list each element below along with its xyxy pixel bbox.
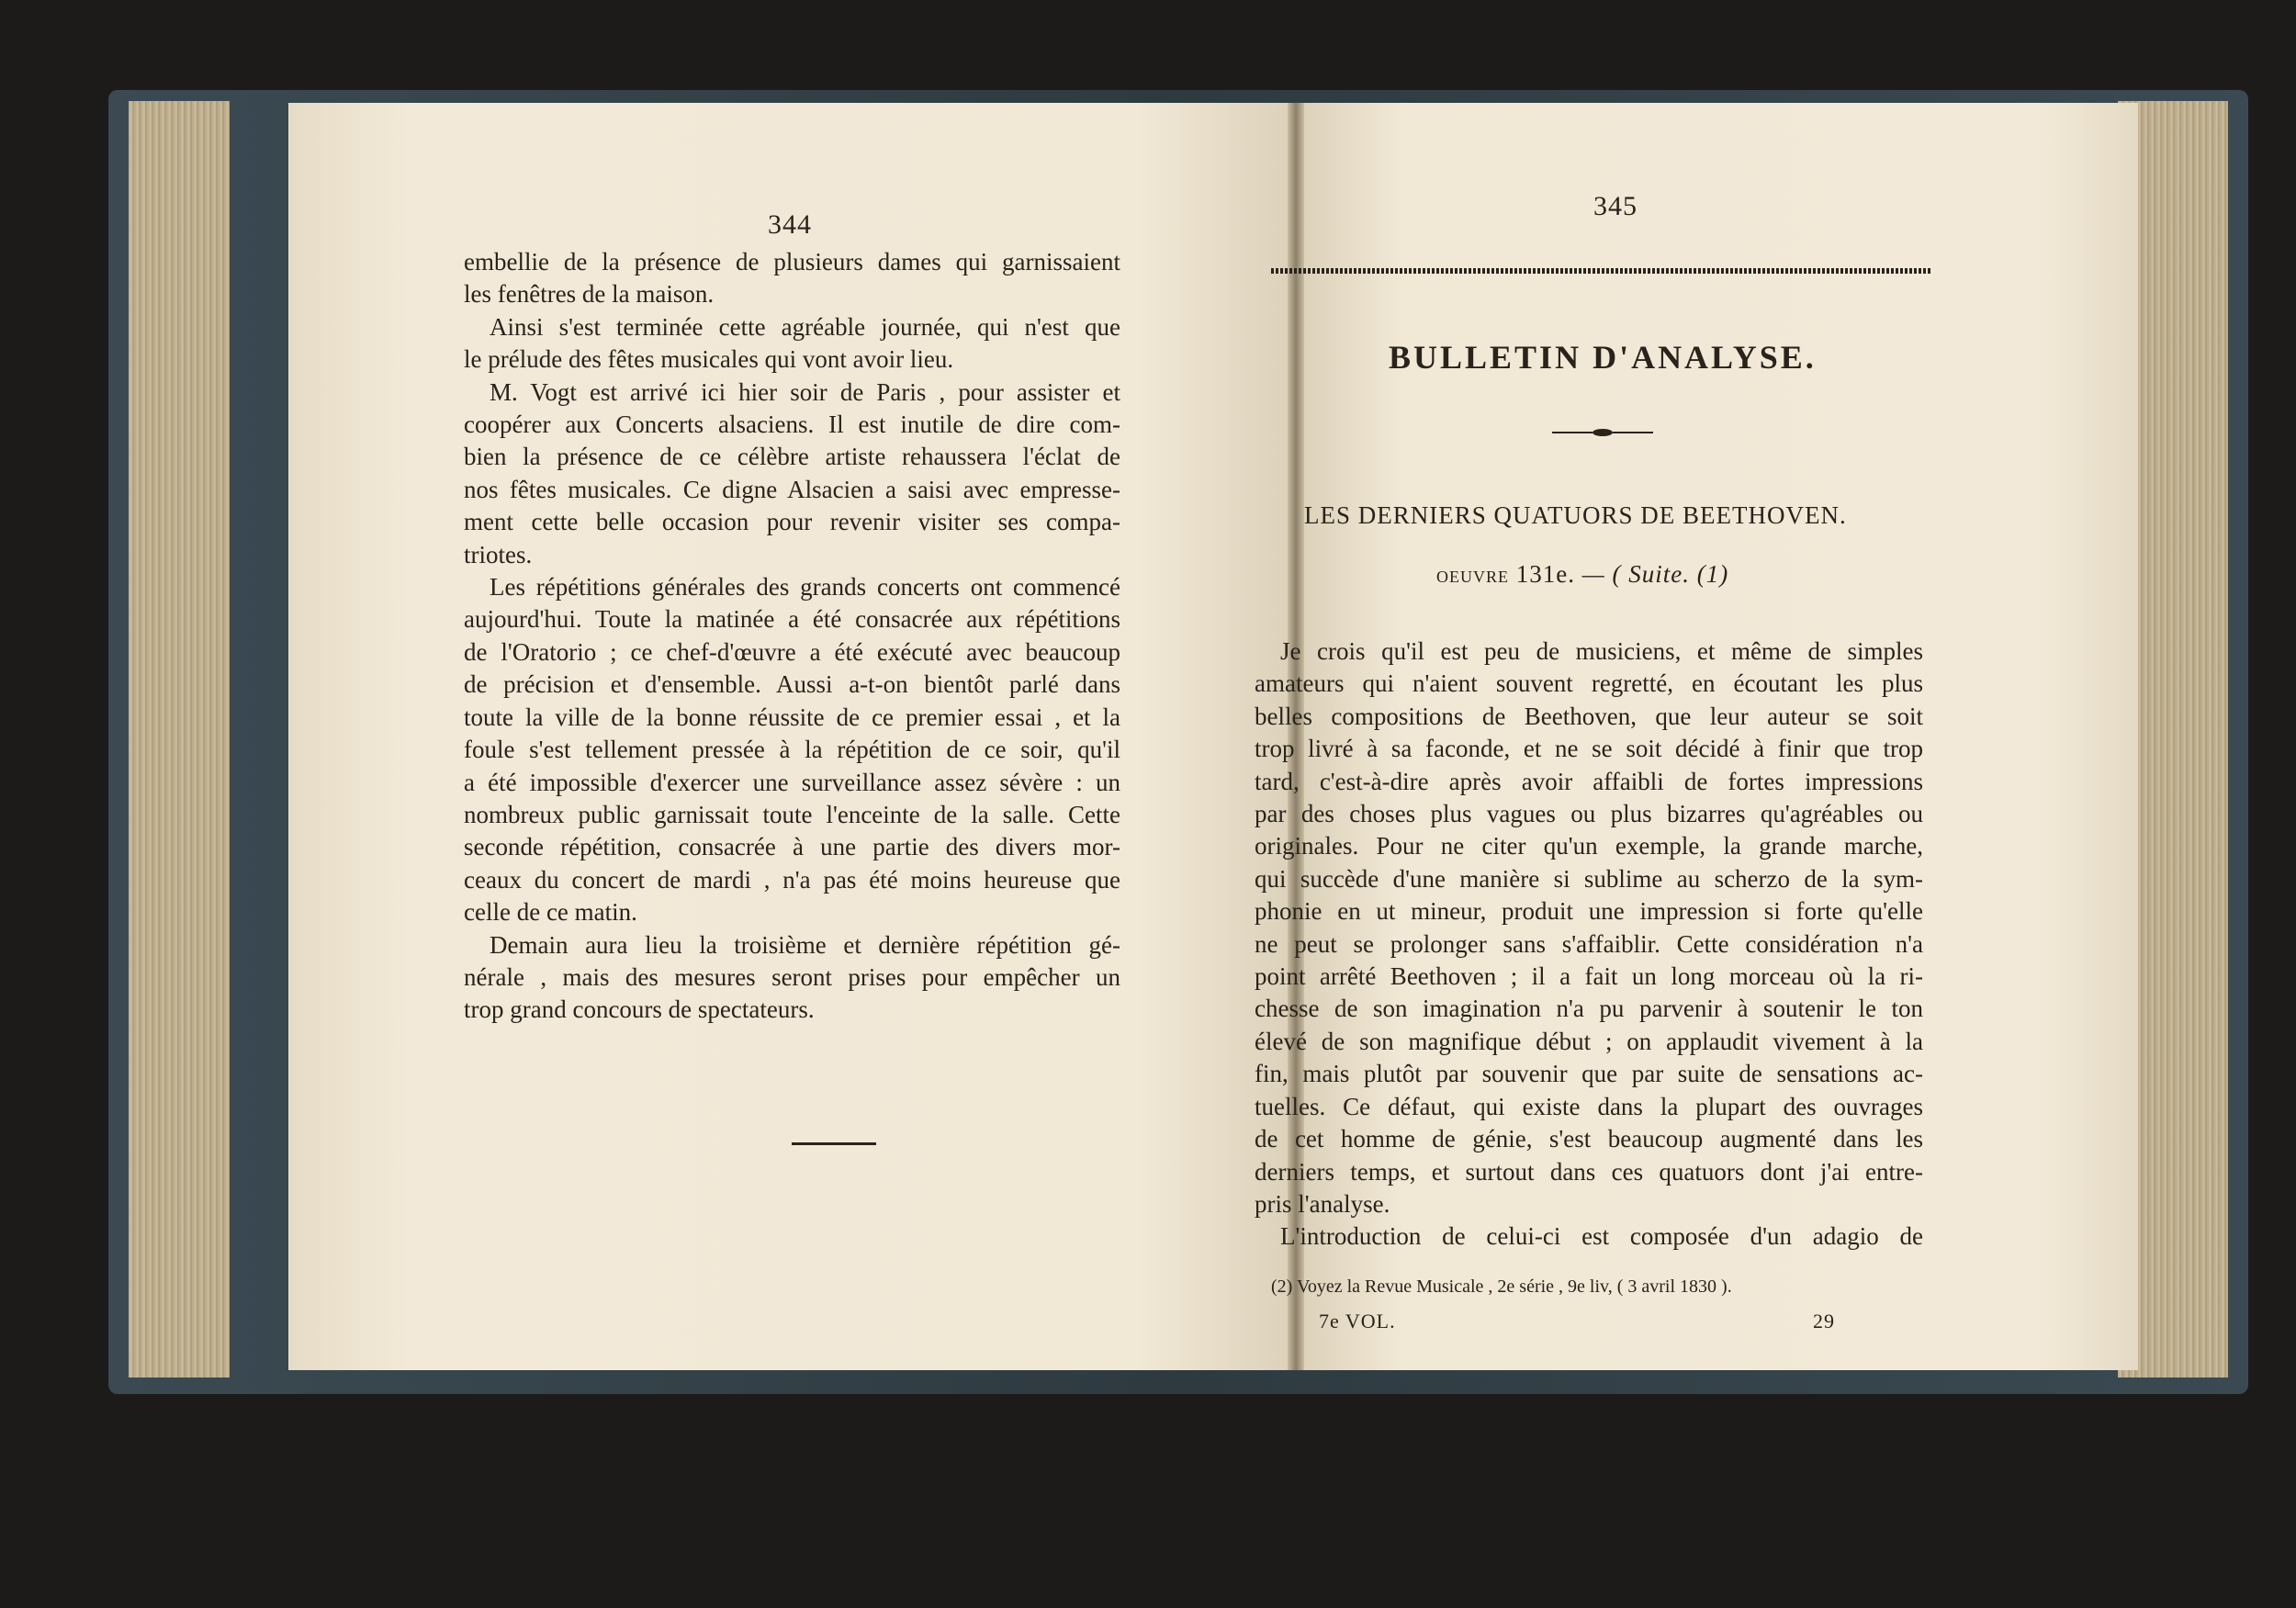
right-page-number: 345 — [1593, 191, 1638, 221]
text-line: ment cette belle occasion pour revenir visiter ses compa- — [464, 508, 1120, 536]
text-line: nérale , mais des mesures seront prises pour empêcher un — [464, 962, 1120, 991]
work-prefix: OEUVRE — [1436, 568, 1509, 586]
sheet-number: 29 — [1813, 1310, 1835, 1333]
left-page-number: 344 — [768, 209, 812, 240]
end-rule — [792, 1142, 876, 1145]
work-number: 131e. — [1515, 560, 1575, 588]
text-line: Ainsi s'est terminée cette agréable journée, qui n'est que — [490, 312, 1120, 341]
left-paragraph-2 — [464, 311, 1120, 377]
right-paragraph-1 — [1255, 635, 1923, 1220]
text-line: tard, c'est-à-dire après avoir affaibli de fortes impressions — [1255, 767, 1923, 795]
header-ornamental-rule — [1271, 268, 1932, 274]
footnote: (2) Voyez la Revue Musicale , 2e série , 9e liv, ( 3 avril 1830 ). — [1271, 1276, 1732, 1297]
text-line: originales. Pour ne citer qu'un exemple, la grande marche, — [1255, 832, 1923, 860]
right-paragraph-2 — [1255, 1220, 1923, 1253]
text-line: phonie en ut mineur, produit une impression si forte qu'elle — [1255, 897, 1923, 926]
text-line: de précision et d'ensemble. Aussi a-t-on bientôt parlé dans — [464, 670, 1120, 699]
left-page-text — [464, 246, 1120, 1027]
text-line: par des choses plus vagues ou plus bizarres qu'agréables ou — [1255, 800, 1923, 828]
text-line: les fenêtres de la maison. — [464, 280, 715, 309]
text-line: embellie de la présence de plusieurs dames qui garnissaient — [464, 248, 1120, 275]
text-line: Demain aura lieu la troisième et dernière répétition gé- — [490, 930, 1120, 959]
text-line: ne peut se prolonger sans s'affaiblir. Cette considération n'a — [1255, 929, 1923, 958]
work-line — [1436, 560, 1728, 589]
article-title: LES DERNIERS QUATUORS DE BEETHOVEN. — [1304, 501, 1847, 529]
text-line: nombreux public garnissait toute l'enceinte de la salle. Cette — [464, 800, 1120, 828]
text-line: belles compositions de Beethoven, que leur auteur se soit — [1255, 702, 1923, 730]
text-line: M. Vogt est arrivé ici hier soir de Paris , pour assister et — [490, 377, 1120, 406]
text-line: le prélude des fêtes musicales qui vont avoir lieu. — [464, 345, 954, 374]
right-page-text — [1255, 635, 1923, 1254]
text-line: coopérer aux Concerts alsaciens. Il est inutile de dire com- — [464, 410, 1120, 439]
text-line: amateurs qui n'aient souvent regretté, en écoutant les plus — [1255, 669, 1923, 698]
left-paragraph-4 — [464, 571, 1120, 928]
text-line: chesse de son imagination n'a pu parvenir à soutenir le ton — [1255, 995, 1923, 1023]
text-line: bien la présence de ce célèbre artiste rehaussera l'éclat de — [464, 443, 1120, 471]
text-line: aujourd'hui. Toute la matinée a été consacrée aux répétitions — [464, 605, 1120, 634]
section-heading: BULLETIN D'ANALYSE. — [1389, 339, 1817, 376]
text-line: seconde répétition, consacrée à une partie des divers mor- — [464, 833, 1120, 861]
work-suite: — ( Suite. (1) — [1581, 560, 1729, 588]
text-line: foule s'est tellement pressée à la répétition de ce soir, qu'il — [464, 736, 1120, 764]
text-line: Je crois qu'il est peu de musiciens, et même de simples — [1280, 637, 1923, 665]
text-line: trop livré à sa faconde, et ne se soit décidé à finir que trop — [1255, 735, 1923, 763]
text-line: derniers temps, et surtout dans ces quatuors dont j'ai entre- — [1255, 1157, 1923, 1186]
text-line: fin, mais plutôt par souvenir que par suite de sensations ac- — [1255, 1060, 1923, 1088]
text-line: L'introduction de celui-ci est composée d'un adagio de — [1280, 1222, 1923, 1251]
heading-ornament — [1552, 421, 1653, 445]
text-line: élevé de son magnifique début ; on applaudit vivement à la — [1255, 1027, 1923, 1055]
text-line: triotes. — [464, 540, 533, 568]
text-line: qui succède d'une manière si sublime au scherzo de la sym- — [1255, 864, 1923, 893]
open-book — [108, 90, 2248, 1394]
text-line: Les répétitions générales des grands concerts ont commencé — [490, 573, 1120, 602]
text-line: ceaux du concert de mardi , n'a pas été moins heureuse que — [464, 865, 1120, 894]
text-line: toute la ville de la bonne réussite de ce premier essai , et la — [464, 703, 1120, 731]
text-line: nos fêtes musicales. Ce digne Alsacien a saisi avec empresse- — [464, 475, 1120, 503]
page-edges-left — [129, 101, 230, 1377]
text-line: pris l'analyse. — [1255, 1189, 1390, 1218]
text-line: tuelles. Ce défaut, qui existe dans la plupart des ouvrages — [1255, 1092, 1923, 1120]
signature-mark: 7e VOL. — [1319, 1310, 1396, 1333]
text-line: a été impossible d'exercer une surveillance assez sévère : un — [464, 768, 1120, 796]
left-paragraph-1 — [464, 246, 1120, 311]
text-line: de cet homme de génie, s'est beaucoup augmenté dans les — [1255, 1125, 1923, 1153]
text-line: celle de ce matin. — [464, 898, 637, 927]
text-line: point arrêté Beethoven ; il a fait un long morceau où la ri- — [1255, 962, 1923, 991]
left-paragraph-3 — [464, 377, 1120, 571]
text-line: de l'Oratorio ; ce chef-d'œuvre a été exécuté avec beaucoup — [464, 637, 1120, 666]
text-line: trop grand concours de spectateurs. — [464, 995, 815, 1024]
left-paragraph-5 — [464, 929, 1120, 1027]
